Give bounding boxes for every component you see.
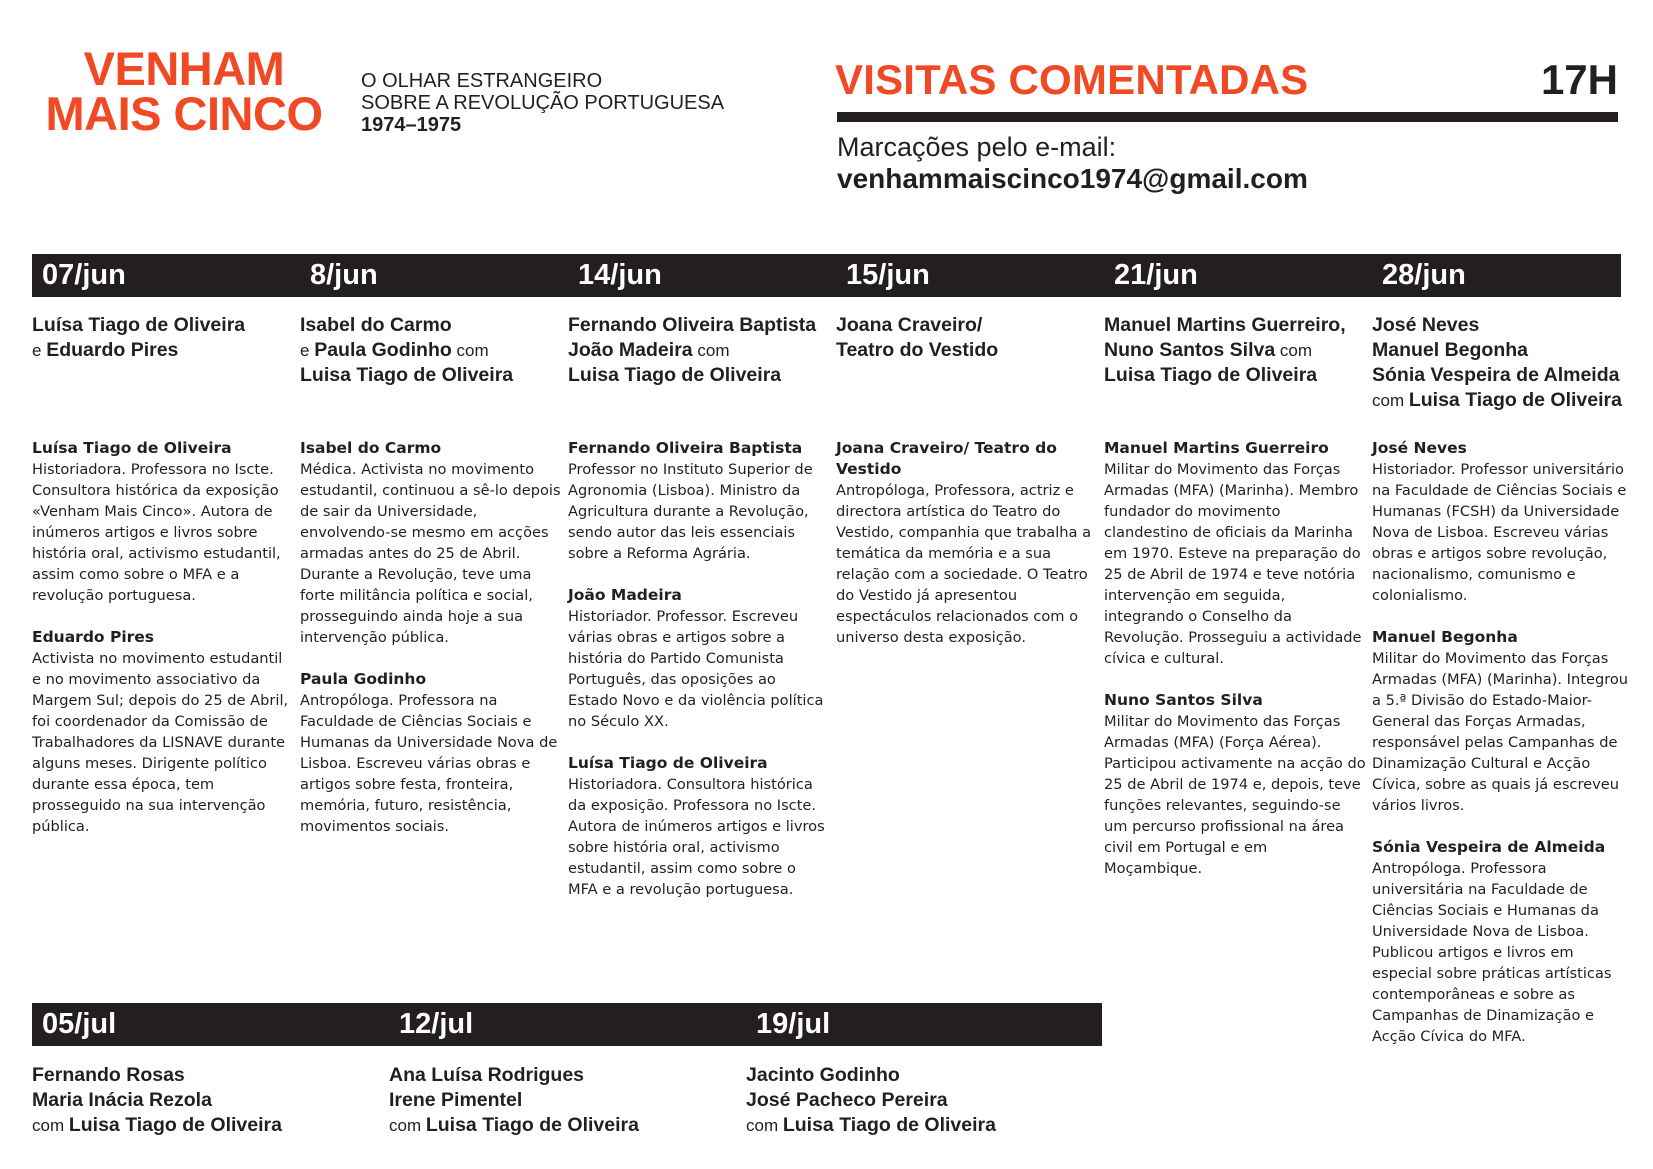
bio-text: Historiadora. Professora no Iscte. Consultora histórica da exposição «Venham Mais Cinco». Autora de inúmeros artigos e livros sobre história oral, activismo estudantil, assim como sobre o MFA e a revolução portuguesa.: [32, 461, 281, 604]
date-label: 28/jun: [1382, 259, 1466, 291]
bio-text: Militar do Movimento das Forças Armadas (MFA) (Marinha). Integrou a 5.ª Divisão do Estado-Maior-General das Forças Armadas, responsável pelas Campanhas de Dinamização Cultural e Acção Cívica, sobre as quais já escreveu vários livros.: [1372, 650, 1629, 814]
subtitle-years: 1974–1975: [361, 114, 462, 136]
booking-label: Marcações pelo e-mail:: [837, 132, 1117, 162]
booking-email-link[interactable]: venhammaiscinco1974@gmail.com: [837, 163, 1308, 194]
guest-list: [1104, 313, 1366, 388]
date-label: 12/jul: [399, 1008, 474, 1040]
bio-text: Antropóloga, Professora, actriz e directora artística do Teatro do Vestido, companhia que trabalha a temática da memória e a sua relação com a sociedade. O Teatro do Vestido já apresentou espectáculos relacionados com o universo desta exposição.: [836, 482, 1092, 646]
bio-text: Historiadora. Consultora histórica da exposição. Professora no Iscte. Autora de inúmeros artigos e livros sobre história oral, activismo estudantil, assim como sobre o MFA e a revolução portuguesa.: [568, 776, 825, 898]
guest-line: Joana Craveiro/: [836, 314, 983, 336]
guest-line: com Luisa Tiago de Oliveira: [32, 1114, 282, 1136]
guest-line: e Paula Godinho com: [300, 339, 489, 361]
bio-list: [1372, 438, 1634, 1047]
guest-list: [32, 313, 294, 363]
subtitle-line-2: SOBRE A REVOLUÇÃO PORTUGUESA: [361, 92, 725, 114]
bio-name: Fernando Oliveira Baptista: [568, 439, 803, 457]
logo-line-1: VENHAM: [83, 42, 285, 95]
date-label: 07/jun: [42, 259, 126, 291]
bio-name: Sónia Vespeira de Almeida: [1372, 838, 1606, 856]
bio-name: Luísa Tiago de Oliveira: [32, 439, 232, 457]
guest-line: Sónia Vespeira de Almeida: [1372, 364, 1620, 386]
guest-line: Manuel Martins Guerreiro,: [1104, 314, 1346, 336]
bio-name: Joana Craveiro/ Teatro do Vestido: [836, 439, 1057, 478]
guest-line: Luisa Tiago de Oliveira: [300, 364, 514, 386]
june-dates-bar: [32, 254, 1621, 297]
session-14-jun: [568, 313, 830, 921]
bio-text: Historiador. Professor universitário na Faculdade de Ciências Sociais e Humanas (FCSH) da Universidade Nova de Lisboa. Escreveu várias obras e artigos sobre revolução, nacionalismo, comunismo e colonialismo.: [1372, 461, 1627, 604]
session-08-jun: [300, 313, 562, 858]
guest-line: Maria Inácia Rezola: [32, 1089, 212, 1111]
bio-name: Manuel Martins Guerreiro: [1104, 439, 1329, 457]
date-label: 19/jul: [756, 1008, 831, 1040]
bio-name: Manuel Begonha: [1372, 628, 1518, 646]
exhibition-logo: [34, 42, 334, 140]
guest-line: com Luisa Tiago de Oliveira: [746, 1114, 996, 1136]
bio-name: Eduardo Pires: [32, 628, 155, 646]
guest-line: José Pacheco Pereira: [746, 1089, 948, 1111]
session-19-jul: [746, 1063, 1076, 1138]
bio-text: Antropóloga. Professora universitária na Faculdade de Ciências Sociais e Humanas da Universidade Nova de Lisboa. Publicou artigos e livros em especial sobre práticas artísticas contemporâneas e sobre as Campanhas de Dinamização e Acção Cívica do MFA.: [1372, 860, 1612, 1045]
guest-line: Fernando Rosas: [32, 1064, 185, 1086]
bio-name: Paula Godinho: [300, 670, 427, 688]
bio-name: José Neves: [1372, 439, 1467, 457]
guest-line: com Luisa Tiago de Oliveira: [389, 1114, 639, 1136]
date-label: 15/jun: [846, 259, 930, 291]
guest-line: Luísa Tiago de Oliveira: [32, 314, 246, 336]
section-title: VISITAS COMENTADAS: [835, 56, 1309, 103]
bio-list: [568, 438, 830, 900]
bio-text: Médica. Activista no movimento estudantil, continuou a sê-lo depois de sair da Universidade, envolvendo-se mesmo em acções armadas antes do 25 de Abril. Durante a Revolução, teve uma forte militância política e social, prosseguindo ainda hoje a sua intervenção pública.: [300, 461, 561, 646]
bio-name: Luísa Tiago de Oliveira: [568, 754, 768, 772]
guest-line: Teatro do Vestido: [836, 339, 999, 361]
event-time: 17H: [1540, 56, 1618, 103]
guest-line: Luisa Tiago de Oliveira: [568, 364, 782, 386]
guest-line: e Eduardo Pires: [32, 339, 179, 361]
guest-line: Manuel Begonha: [1372, 339, 1529, 361]
session-07-jun: [32, 313, 294, 858]
bio-name: João Madeira: [568, 586, 682, 604]
date-label: 05/jul: [42, 1008, 117, 1040]
session-05-jul: [32, 1063, 362, 1138]
bio-list: [1104, 438, 1366, 879]
guest-line: Isabel do Carmo: [300, 314, 452, 336]
session-28-jun: [1372, 313, 1634, 1068]
bio-text: Activista no movimento estudantil e no movimento associativo da Margem Sul; depois do 25 de Abril, foi coordenador da Comissão de Trabalhadores da LISNAVE durante alguns meses. Dirigente político durante essa época, tem prosseguido na sua intervenção pública.: [32, 650, 289, 835]
guest-list: [300, 313, 562, 388]
bio-name: Nuno Santos Silva: [1104, 691, 1263, 709]
logo-line-2: MAIS CINCO: [45, 87, 323, 140]
bio-text: Antropóloga. Professora na Faculdade de Ciências Sociais e Humanas da Universidade Nova de Lisboa. Escreveu várias obras e artigos sobre festa, fronteira, memória, futuro, resistência, movimentos sociais.: [300, 692, 558, 835]
guest-line: Jacinto Godinho: [746, 1064, 900, 1086]
guest-line: José Neves: [1372, 314, 1480, 336]
bio-text: Militar do Movimento das Forças Armadas (MFA) (Marinha). Membro fundador do movimento clandestino de oficiais da Marinha em 1970. Esteve na preparação do 25 de Abril de 1974 e teve notória intervenção em seguida, integrando o Conselho da Revolução. Prosseguiu a actividade cívica e cultural.: [1104, 461, 1362, 667]
july-dates-bar: [32, 1003, 1102, 1046]
guest-line: com Luisa Tiago de Oliveira: [1372, 389, 1622, 411]
bio-list: [836, 438, 1098, 648]
bio-list: [300, 438, 562, 837]
date-label: 8/jun: [310, 259, 378, 291]
guest-line: Ana Luísa Rodrigues: [389, 1064, 585, 1086]
date-label: 21/jun: [1114, 259, 1198, 291]
guest-line: Irene Pimentel: [389, 1089, 523, 1111]
bio-name: Isabel do Carmo: [300, 439, 442, 457]
guest-line: João Madeira com: [568, 339, 730, 361]
bio-list: [32, 438, 294, 837]
guest-list: [568, 313, 830, 388]
bio-text: Historiador. Professor. Escreveu várias obras e artigos sobre a história do Partido Comunista Português, das oposições ao Estado Novo e da violência política no Século XX.: [568, 608, 824, 730]
bio-text: Militar do Movimento das Forças Armadas (MFA) (Força Aérea). Participou activamente na acção do 25 de Abril de 1974 e, depois, teve funções relevantes, seguindo-se um percurso profissional na área civil em Portugal e em Moçambique.: [1104, 713, 1366, 877]
session-12-jul: [389, 1063, 719, 1138]
exhibition-subtitle: [361, 70, 724, 136]
guest-list: [1372, 313, 1634, 413]
session-15-jun: [836, 313, 1098, 669]
bio-text: Professor no Instituto Superior de Agronomia (Lisboa). Ministro da Agricultura durante a Revolução, sendo autor das leis essenciais sobre a Reforma Agrária.: [568, 461, 813, 562]
guest-list: [836, 313, 1098, 363]
date-label: 14/jun: [578, 259, 662, 291]
header-divider: [837, 112, 1618, 122]
booking-info: [837, 132, 1308, 194]
session-21-jun: [1104, 313, 1366, 900]
guest-line: Fernando Oliveira Baptista: [568, 314, 817, 336]
guest-line: Luisa Tiago de Oliveira: [1104, 364, 1318, 386]
subtitle-line-1: O OLHAR ESTRANGEIRO: [361, 70, 603, 92]
guest-line: Nuno Santos Silva com: [1104, 339, 1313, 361]
